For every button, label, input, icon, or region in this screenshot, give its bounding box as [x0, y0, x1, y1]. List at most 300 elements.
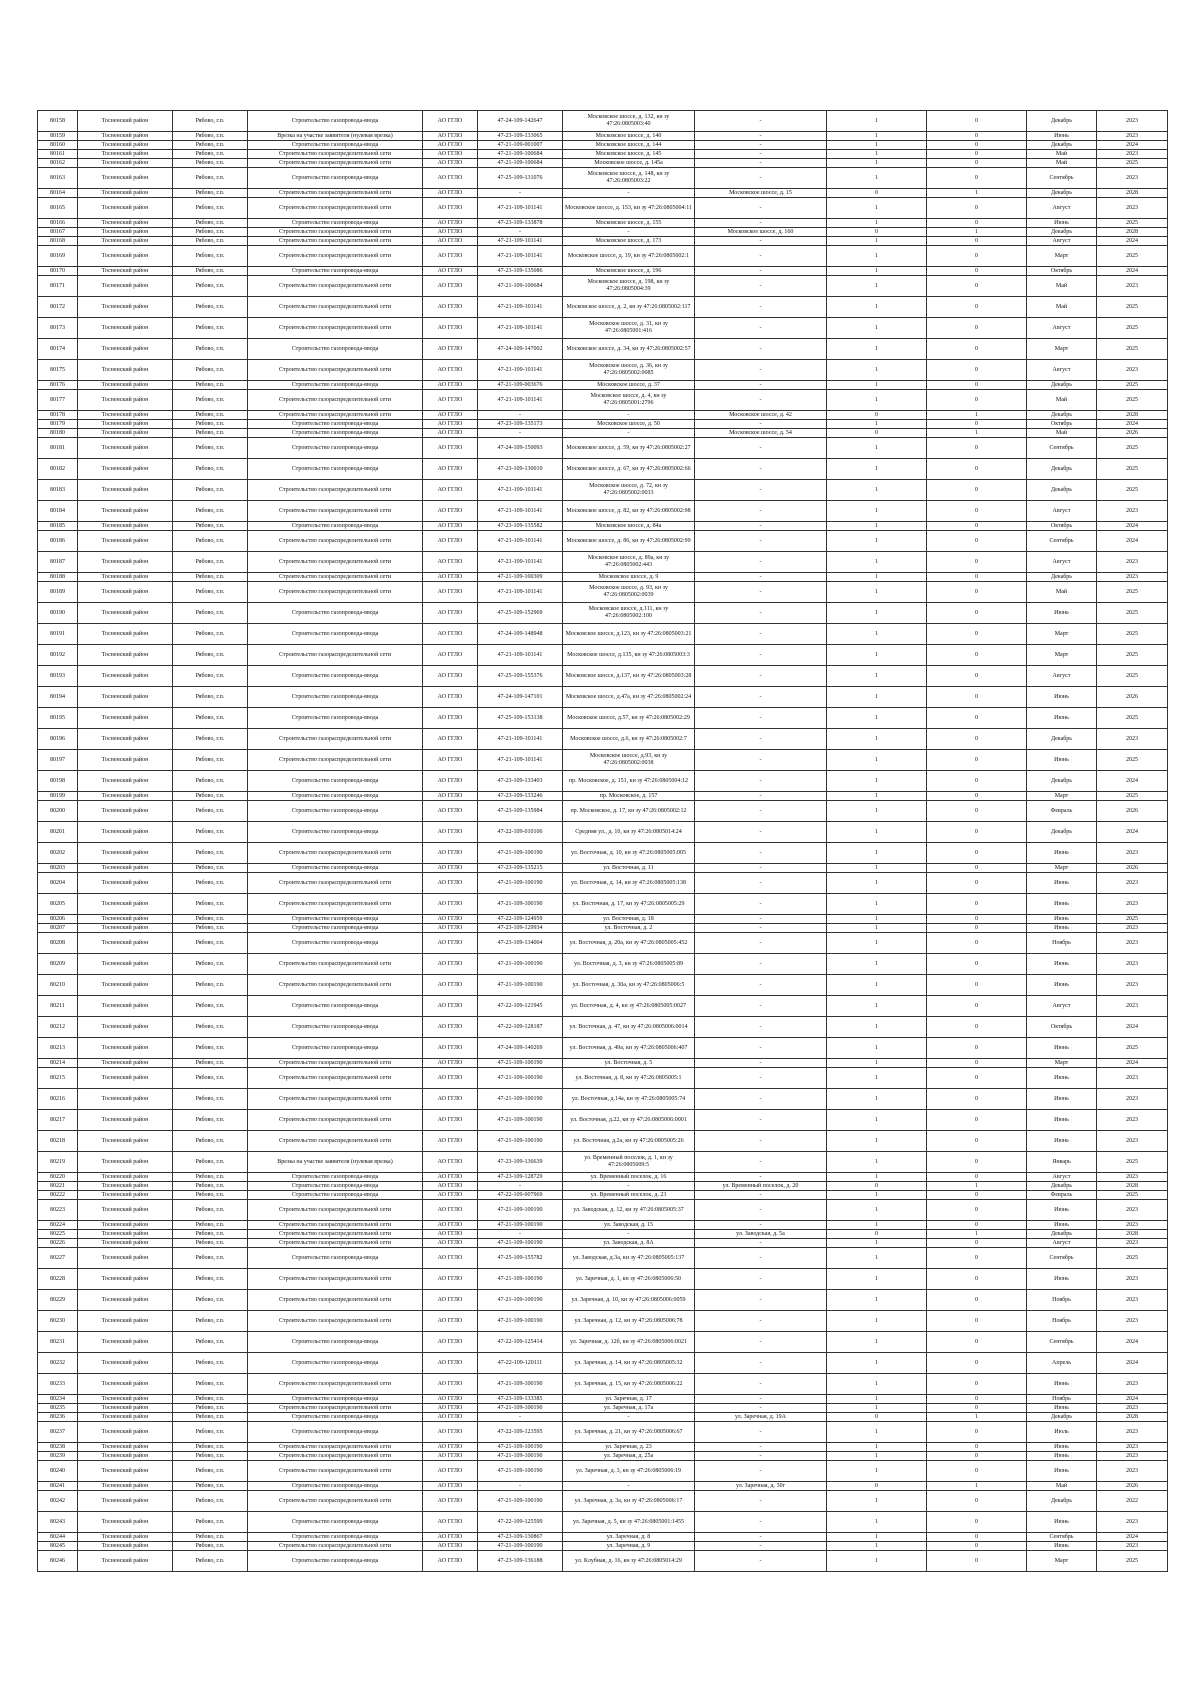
table-row — [38, 267, 1168, 276]
table-row — [38, 645, 1168, 666]
cell-district: Тосненский район — [78, 801, 173, 822]
cell-address: ул. Заречная, д. 1, кн зу 47:26:0805006:50 — [563, 1269, 695, 1290]
cell-district: Тосненский район — [78, 381, 173, 390]
cell-count-2: 0 — [927, 1038, 1027, 1059]
cell-year: 2023 — [1097, 1290, 1168, 1311]
cell-number: 80209 — [38, 954, 78, 975]
cell-district: Тосненский район — [78, 687, 173, 708]
cell-application-id: 47-21-109-100190 — [478, 1221, 563, 1230]
cell-application-id: 47-21-109-101141 — [478, 552, 563, 573]
cell-year: 2023 — [1097, 276, 1168, 297]
cell-year: 2023 — [1097, 360, 1168, 381]
cell-address: Московское шоссе, д. 37 — [563, 381, 695, 390]
cell-address: ул. Заречная, д. 25а — [563, 1452, 695, 1461]
table-row — [38, 360, 1168, 381]
cell-district: Тосненский район — [78, 1131, 173, 1152]
table-row — [38, 297, 1168, 318]
cell-number: 80207 — [38, 924, 78, 933]
cell-work-type: Строительство газораспределительной сети — [248, 582, 423, 603]
cell-address: пр. Московское, д. 151, кн зу 47:26:0805004:12 — [563, 771, 695, 792]
cell-number: 80213 — [38, 1038, 78, 1059]
cell-address-extra: - — [695, 267, 827, 276]
cell-year: 2023 — [1097, 975, 1168, 996]
cell-address-extra: - — [695, 603, 827, 624]
cell-number: 80188 — [38, 573, 78, 582]
cell-number: 80221 — [38, 1182, 78, 1191]
cell-count-1: 1 — [827, 1173, 927, 1182]
cell-settlement: Рябово, г.п. — [173, 1374, 248, 1395]
cell-application-id: 47-24-109-142647 — [478, 111, 563, 132]
cell-address: ул. Временный поселок, д. 16 — [563, 1173, 695, 1182]
cell-organization: АО ГГЛО — [423, 1068, 478, 1089]
cell-count-1: 1 — [827, 459, 927, 480]
cell-application-id: 47-21-109-100190 — [478, 1110, 563, 1131]
cell-month: Июнь — [1027, 975, 1097, 996]
cell-work-type: Врезка на участке заявителя (нулевая врезка) — [248, 1152, 423, 1173]
cell-settlement: Рябово, г.п. — [173, 729, 248, 750]
cell-year: 2025 — [1097, 438, 1168, 459]
cell-count-2: 0 — [927, 1269, 1027, 1290]
cell-number: 80195 — [38, 708, 78, 729]
cell-count-2: 0 — [927, 132, 1027, 141]
cell-count-1: 1 — [827, 975, 927, 996]
cell-organization: АО ГГЛО — [423, 666, 478, 687]
cell-settlement: Рябово, г.п. — [173, 603, 248, 624]
cell-count-2: 0 — [927, 1239, 1027, 1248]
cell-count-1: 1 — [827, 1395, 927, 1404]
cell-work-type: Строительство газораспределительной сети — [248, 954, 423, 975]
cell-count-2: 1 — [927, 189, 1027, 198]
cell-district: Тосненский район — [78, 150, 173, 159]
cell-settlement: Рябово, г.п. — [173, 1089, 248, 1110]
cell-count-2: 0 — [927, 480, 1027, 501]
cell-work-type: Строительство газопровода-ввода — [248, 915, 423, 924]
table-row — [38, 480, 1168, 501]
table-row — [38, 1482, 1168, 1491]
cell-settlement: Рябово, г.п. — [173, 1230, 248, 1239]
cell-district: Тосненский район — [78, 459, 173, 480]
cell-address: ул. Заречная, д. 8 — [563, 1533, 695, 1542]
table-row — [38, 228, 1168, 237]
cell-year: 2022 — [1097, 1491, 1168, 1512]
table-row — [38, 276, 1168, 297]
cell-settlement: Рябово, г.п. — [173, 1512, 248, 1533]
cell-organization: АО ГГЛО — [423, 531, 478, 552]
cell-count-1: 1 — [827, 1551, 927, 1572]
cell-count-1: 1 — [827, 729, 927, 750]
cell-count-1: 1 — [827, 666, 927, 687]
cell-count-2: 0 — [927, 1068, 1027, 1089]
cell-district: Тосненский район — [78, 843, 173, 864]
table-row — [38, 522, 1168, 531]
cell-work-type: Строительство газораспределительной сети — [248, 552, 423, 573]
table-row — [38, 1452, 1168, 1461]
cell-count-2: 0 — [927, 1395, 1027, 1404]
cell-count-1: 1 — [827, 1152, 927, 1173]
cell-address: ул. Восточная, д. 5 — [563, 1059, 695, 1068]
cell-year: 2023 — [1097, 873, 1168, 894]
cell-count-2: 0 — [927, 168, 1027, 189]
cell-month: Июнь — [1027, 954, 1097, 975]
cell-number: 80225 — [38, 1230, 78, 1239]
cell-organization: АО ГГЛО — [423, 1191, 478, 1200]
cell-organization: АО ГГЛО — [423, 975, 478, 996]
table-row — [38, 1551, 1168, 1572]
cell-work-type: Строительство газопровода-ввода — [248, 420, 423, 429]
cell-application-id: - — [478, 1413, 563, 1422]
cell-district: Тосненский район — [78, 390, 173, 411]
cell-application-id: 47-21-109-101141 — [478, 531, 563, 552]
cell-year: 2023 — [1097, 1512, 1168, 1533]
table-row — [38, 624, 1168, 645]
cell-address-extra: - — [695, 1395, 827, 1404]
cell-address-extra: - — [695, 531, 827, 552]
cell-address-extra: - — [695, 159, 827, 168]
cell-application-id: 47-23-109-135086 — [478, 267, 563, 276]
cell-count-2: 0 — [927, 1443, 1027, 1452]
cell-number: 80201 — [38, 822, 78, 843]
cell-count-2: 0 — [927, 420, 1027, 429]
cell-work-type: Строительство газораспределительной сети — [248, 750, 423, 771]
cell-count-2: 0 — [927, 771, 1027, 792]
cell-settlement: Рябово, г.п. — [173, 1182, 248, 1191]
cell-count-1: 1 — [827, 1110, 927, 1131]
cell-address: Московское шоссе, д. 84а — [563, 522, 695, 531]
cell-year: 2023 — [1097, 729, 1168, 750]
cell-count-1: 1 — [827, 1089, 927, 1110]
cell-count-1: 1 — [827, 168, 927, 189]
cell-district: Тосненский район — [78, 975, 173, 996]
cell-year: 2023 — [1097, 552, 1168, 573]
cell-application-id: 47-21-109-101141 — [478, 198, 563, 219]
cell-month: Август — [1027, 552, 1097, 573]
cell-work-type: Строительство газопровода-ввода — [248, 792, 423, 801]
cell-count-1: 1 — [827, 1068, 927, 1089]
table-row — [38, 822, 1168, 843]
cell-application-id: 47-22-109-007969 — [478, 1191, 563, 1200]
cell-count-2: 1 — [927, 411, 1027, 420]
cell-number: 80164 — [38, 189, 78, 198]
cell-count-1: 1 — [827, 339, 927, 360]
cell-month: Март — [1027, 645, 1097, 666]
cell-month: Сентябрь — [1027, 531, 1097, 552]
cell-number: 80172 — [38, 297, 78, 318]
cell-settlement: Рябово, г.п. — [173, 1443, 248, 1452]
cell-application-id: 47-23-109-135984 — [478, 801, 563, 822]
cell-number: 80193 — [38, 666, 78, 687]
cell-month: Сентябрь — [1027, 168, 1097, 189]
cell-count-1: 1 — [827, 1461, 927, 1482]
cell-organization: АО ГГЛО — [423, 339, 478, 360]
cell-district: Тосненский район — [78, 438, 173, 459]
cell-organization: АО ГГЛО — [423, 1512, 478, 1533]
cell-month: Июнь — [1027, 1542, 1097, 1551]
cell-year: 2024 — [1097, 531, 1168, 552]
cell-number: 80229 — [38, 1290, 78, 1311]
cell-count-1: 1 — [827, 150, 927, 159]
cell-application-id: 47-22-109-125414 — [478, 1332, 563, 1353]
cell-settlement: Рябово, г.п. — [173, 1413, 248, 1422]
cell-application-id: 47-23-109-135173 — [478, 420, 563, 429]
cell-address-extra: - — [695, 1452, 827, 1461]
cell-district: Тосненский район — [78, 996, 173, 1017]
cell-month: Июнь — [1027, 843, 1097, 864]
cell-address: Средняя ул., д. 10, кн зу 47:26:0805014:24 — [563, 822, 695, 843]
cell-work-type: Строительство газопровода-ввода — [248, 1395, 423, 1404]
cell-district: Тосненский район — [78, 1182, 173, 1191]
cell-application-id: 47-21-109-100190 — [478, 894, 563, 915]
cell-organization: АО ГГЛО — [423, 996, 478, 1017]
cell-application-id: 47-22-109-123595 — [478, 1422, 563, 1443]
cell-year: 2024 — [1097, 771, 1168, 792]
cell-month: Май — [1027, 390, 1097, 411]
cell-address-extra: - — [695, 276, 827, 297]
cell-district: Тосненский район — [78, 1191, 173, 1200]
cell-settlement: Рябово, г.п. — [173, 1404, 248, 1413]
cell-application-id: 47-23-109-136639 — [478, 1152, 563, 1173]
cell-address: ул. Восточная, д. 30а, кн зу 47:26:0805006:5 — [563, 975, 695, 996]
cell-district: Тосненский район — [78, 420, 173, 429]
cell-district: Тосненский район — [78, 573, 173, 582]
table-row — [38, 582, 1168, 603]
cell-month: Июнь — [1027, 1038, 1097, 1059]
table-row — [38, 1131, 1168, 1152]
cell-district: Тосненский район — [78, 1551, 173, 1572]
cell-count-1: 1 — [827, 573, 927, 582]
cell-settlement: Рябово, г.п. — [173, 390, 248, 411]
cell-work-type: Строительство газораспределительной сети — [248, 276, 423, 297]
cell-month: Декабрь — [1027, 411, 1097, 420]
cell-year: 2023 — [1097, 1443, 1168, 1452]
cell-application-id: 47-22-109-125599 — [478, 1512, 563, 1533]
table-row — [38, 792, 1168, 801]
cell-address-extra: - — [695, 111, 827, 132]
table-row — [38, 573, 1168, 582]
cell-count-1: 1 — [827, 297, 927, 318]
cell-application-id: - — [478, 1230, 563, 1239]
cell-month: Декабрь — [1027, 459, 1097, 480]
cell-year: 2025 — [1097, 339, 1168, 360]
cell-address: Московское шоссе, д. 50 — [563, 420, 695, 429]
cell-district: Тосненский район — [78, 237, 173, 246]
cell-organization: АО ГГЛО — [423, 873, 478, 894]
cell-application-id: 47-24-109-147002 — [478, 339, 563, 360]
table-row — [38, 1374, 1168, 1395]
table-row — [38, 198, 1168, 219]
cell-address: Московское шоссе, д. 4, кн зу 47:26:0805001:2796 — [563, 390, 695, 411]
cell-address-extra: - — [695, 1131, 827, 1152]
cell-address: Московское шоссе, д. 82, кн зу 47:26:0805002:98 — [563, 501, 695, 522]
cell-count-1: 1 — [827, 111, 927, 132]
table-row — [38, 1422, 1168, 1443]
cell-year: 2025 — [1097, 666, 1168, 687]
cell-address: ул. Восточная, д. 17, кн зу 47:26:0805005:29 — [563, 894, 695, 915]
cell-settlement: Рябово, г.п. — [173, 624, 248, 645]
cell-number: 80171 — [38, 276, 78, 297]
cell-organization: АО ГГЛО — [423, 318, 478, 339]
cell-year: 2025 — [1097, 1551, 1168, 1572]
cell-count-2: 1 — [927, 1482, 1027, 1491]
cell-count-2: 0 — [927, 933, 1027, 954]
cell-organization: АО ГГЛО — [423, 552, 478, 573]
cell-address-extra: - — [695, 864, 827, 873]
cell-number: 80197 — [38, 750, 78, 771]
cell-year: 2028 — [1097, 189, 1168, 198]
cell-application-id: 47-21-109-100190 — [478, 954, 563, 975]
cell-address: ул. Заречная, д. 15, кн зу 47:26:0805006:22 — [563, 1374, 695, 1395]
cell-work-type: Строительство газораспределительной сети — [248, 873, 423, 894]
cell-count-2: 0 — [927, 339, 1027, 360]
cell-year: 2025 — [1097, 1152, 1168, 1173]
cell-district: Тосненский район — [78, 276, 173, 297]
table-row — [38, 438, 1168, 459]
cell-year: 2023 — [1097, 1068, 1168, 1089]
cell-address: ул. Восточная, д.22, кн зу 47:26:0805006:0001 — [563, 1110, 695, 1131]
cell-count-1: 1 — [827, 159, 927, 168]
cell-settlement: Рябово, г.п. — [173, 420, 248, 429]
cell-year: 2024 — [1097, 1395, 1168, 1404]
cell-application-id: 47-21-109-101141 — [478, 501, 563, 522]
table-row — [38, 1404, 1168, 1413]
document-page — [37, 110, 1167, 1572]
cell-count-1: 1 — [827, 267, 927, 276]
table-row — [38, 1311, 1168, 1332]
cell-settlement: Рябово, г.п. — [173, 1290, 248, 1311]
cell-address-extra: - — [695, 573, 827, 582]
cell-application-id: 47-21-109-100190 — [478, 1269, 563, 1290]
cell-address: ул. Заречная, д. 17 — [563, 1395, 695, 1404]
cell-year: 2023 — [1097, 501, 1168, 522]
cell-year: 2028 — [1097, 1413, 1168, 1422]
cell-count-1: 1 — [827, 1422, 927, 1443]
cell-work-type: Строительство газораспределительной сети — [248, 198, 423, 219]
table-row — [38, 318, 1168, 339]
cell-year: 2025 — [1097, 582, 1168, 603]
cell-count-1: 1 — [827, 1311, 927, 1332]
cell-count-1: 1 — [827, 276, 927, 297]
table-row — [38, 1290, 1168, 1311]
cell-month: Июнь — [1027, 1461, 1097, 1482]
cell-count-2: 0 — [927, 864, 1027, 873]
cell-organization: АО ГГЛО — [423, 1542, 478, 1551]
cell-address-extra: ул. Заречная, д. 19А — [695, 1413, 827, 1422]
cell-month: Июнь — [1027, 873, 1097, 894]
cell-month: Октябрь — [1027, 420, 1097, 429]
cell-number: 80162 — [38, 159, 78, 168]
cell-count-1: 1 — [827, 522, 927, 531]
cell-district: Тосненский район — [78, 624, 173, 645]
cell-address-extra: - — [695, 552, 827, 573]
cell-count-2: 0 — [927, 246, 1027, 267]
cell-work-type: Строительство газопровода-ввода — [248, 822, 423, 843]
cell-organization: АО ГГЛО — [423, 381, 478, 390]
table-row — [38, 531, 1168, 552]
cell-organization: АО ГГЛО — [423, 924, 478, 933]
cell-address-extra: - — [695, 381, 827, 390]
cell-count-1: 1 — [827, 1452, 927, 1461]
cell-month: Август — [1027, 666, 1097, 687]
cell-settlement: Рябово, г.п. — [173, 459, 248, 480]
cell-settlement: Рябово, г.п. — [173, 1221, 248, 1230]
cell-number: 80183 — [38, 480, 78, 501]
cell-month: Май — [1027, 276, 1097, 297]
cell-address: ул. Заводская, д.3а, кн зу 47:26:0805005:137 — [563, 1248, 695, 1269]
cell-number: 80210 — [38, 975, 78, 996]
cell-month: Август — [1027, 996, 1097, 1017]
cell-count-1: 1 — [827, 552, 927, 573]
cell-work-type: Строительство газораспределительной сети — [248, 318, 423, 339]
cell-settlement: Рябово, г.п. — [173, 843, 248, 864]
cell-settlement: Рябово, г.п. — [173, 141, 248, 150]
cell-number: 80244 — [38, 1533, 78, 1542]
cell-number: 80190 — [38, 603, 78, 624]
cell-address-extra: - — [695, 1269, 827, 1290]
table-row — [38, 1038, 1168, 1059]
cell-address: Московское шоссе, д. 19, кн зу 47:26:0805002:1 — [563, 246, 695, 267]
cell-district: Тосненский район — [78, 531, 173, 552]
cell-address-extra: - — [695, 1068, 827, 1089]
cell-address-extra: - — [695, 132, 827, 141]
cell-address: ул. Восточная, д. 14, кн зу 47:26:0805005:138 — [563, 873, 695, 894]
cell-count-2: 0 — [927, 1131, 1027, 1152]
cell-count-2: 0 — [927, 1191, 1027, 1200]
cell-address-extra: Московское шоссе, д. 54 — [695, 429, 827, 438]
cell-count-2: 0 — [927, 390, 1027, 411]
cell-address: Московское шоссе, д.93, кн зу 47:26:0805002:0038 — [563, 750, 695, 771]
table-row — [38, 750, 1168, 771]
cell-count-2: 0 — [927, 894, 1027, 915]
cell-month: Май — [1027, 297, 1097, 318]
cell-application-id: 47-21-109-101141 — [478, 246, 563, 267]
cell-work-type: Строительство газораспределительной сети — [248, 573, 423, 582]
cell-number: 80189 — [38, 582, 78, 603]
cell-settlement: Рябово, г.п. — [173, 873, 248, 894]
table-row — [38, 1200, 1168, 1221]
cell-settlement: Рябово, г.п. — [173, 1068, 248, 1089]
cell-organization: АО ГГЛО — [423, 1230, 478, 1239]
cell-address-extra: - — [695, 150, 827, 159]
cell-organization: АО ГГЛО — [423, 1413, 478, 1422]
cell-work-type: Строительство газопровода-ввода — [248, 624, 423, 645]
table-row — [38, 1491, 1168, 1512]
cell-number: 80184 — [38, 501, 78, 522]
cell-organization: АО ГГЛО — [423, 1491, 478, 1512]
cell-application-id: 47-21-109-001007 — [478, 141, 563, 150]
cell-application-id: 47-21-109-100684 — [478, 159, 563, 168]
cell-application-id: 47-23-109-128729 — [478, 1173, 563, 1182]
cell-district: Тосненский район — [78, 792, 173, 801]
table-row — [38, 552, 1168, 573]
cell-count-1: 1 — [827, 1221, 927, 1230]
table-row — [38, 150, 1168, 159]
cell-month: Март — [1027, 792, 1097, 801]
cell-year: 2023 — [1097, 1200, 1168, 1221]
cell-count-1: 1 — [827, 873, 927, 894]
cell-organization: АО ГГЛО — [423, 429, 478, 438]
cell-application-id: 47-21-109-101141 — [478, 237, 563, 246]
cell-work-type: Строительство газораспределительной сети — [248, 159, 423, 168]
cell-district: Тосненский район — [78, 429, 173, 438]
cell-district: Тосненский район — [78, 1413, 173, 1422]
cell-count-1: 1 — [827, 1017, 927, 1038]
cell-count-1: 0 — [827, 411, 927, 420]
cell-address: Московское шоссе, д. 72, кн зу 47:26:0805002:0033 — [563, 480, 695, 501]
table-row — [38, 894, 1168, 915]
cell-address: Московское шоссе, д. 155 — [563, 219, 695, 228]
cell-year: 2025 — [1097, 915, 1168, 924]
cell-count-1: 1 — [827, 480, 927, 501]
cell-district: Тосненский район — [78, 582, 173, 603]
